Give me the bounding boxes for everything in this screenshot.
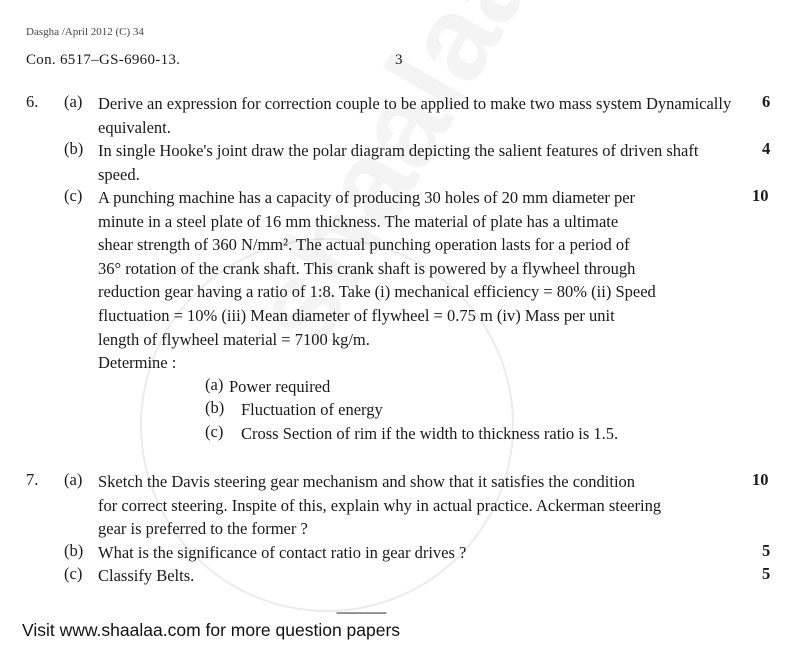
- marks: 5: [762, 540, 771, 560]
- question-number: 6.: [26, 92, 39, 111]
- page-number: 3: [395, 52, 403, 68]
- subpart-label: (c): [205, 422, 224, 441]
- text-line: Sketch the Davis steering gear mechanism and show that it satisfies the condition: [98, 472, 636, 491]
- marks: 4: [762, 139, 771, 158]
- part-label: (a): [64, 470, 83, 489]
- marks: 5: [762, 564, 771, 584]
- text-line: minute in a steel plate of 16 mm thickness. The material of plate has a ultimate: [98, 211, 619, 231]
- subpart-text: Cross Section of rim if the width to thickness ratio is 1.5.: [241, 424, 619, 443]
- text-line: fluctuation = 10% (iii) Mean diameter of flywheel = 0.75 m (iv) Mass per unit: [98, 306, 615, 325]
- paper-meta: Dasgha /April 2012 (C) 34: [26, 26, 144, 38]
- part-label: (c): [64, 564, 83, 584]
- marks: 6: [762, 92, 771, 111]
- text-line: length of flywheel material = 7100 kg/m.: [98, 329, 370, 349]
- text-line: shear strength of 360 N/mm². The actual punching operation lasts for a period of: [98, 235, 630, 255]
- text-line: A punching machine has a capacity of producing 30 holes of 20 mm diameter per: [98, 188, 636, 207]
- end-divider: ---------------: [336, 604, 386, 619]
- paper-code: Con. 6517–GS-6960-13.: [26, 52, 181, 68]
- part-label: (a): [64, 92, 83, 111]
- part-text: What is the significance of contact ratio in gear drives ?: [98, 542, 467, 562]
- part-label: (b): [64, 540, 84, 560]
- subpart-text: Power required: [229, 376, 331, 396]
- subpart-label: (b): [205, 398, 225, 418]
- subpart-text: Fluctuation of energy: [241, 400, 383, 420]
- marks: 10: [752, 470, 769, 489]
- part-text: In single Hooke's joint draw the polar diagram depicting the salient features of driven shaft speed.: [98, 141, 699, 184]
- part-text: Derive an expression for correction couple to be applied to make two mass system Dynamically equivalent.: [98, 94, 732, 137]
- text-line: gear is preferred to the former ?: [98, 519, 308, 539]
- footer-link-text: Visit www.shaalaa.com for more question papers: [22, 620, 401, 640]
- marks: 10: [752, 186, 769, 205]
- text-line: for correct steering. Inspite of this, explain why in actual practice. Ackerman steering: [98, 495, 662, 515]
- text-line: 36° rotation of the crank shaft. This crank shaft is powered by a flywheel through: [98, 258, 636, 278]
- question-number: 7.: [26, 470, 39, 489]
- part-label: (c): [64, 186, 83, 205]
- determine-label: Determine :: [98, 353, 177, 373]
- part-text: Classify Belts.: [98, 566, 195, 586]
- text-line: reduction gear having a ratio of 1:8. Take (i) mechanical efficiency = 80% (ii) Speed: [98, 282, 656, 302]
- part-label: (b): [64, 139, 84, 158]
- subpart-label: (a): [205, 374, 224, 394]
